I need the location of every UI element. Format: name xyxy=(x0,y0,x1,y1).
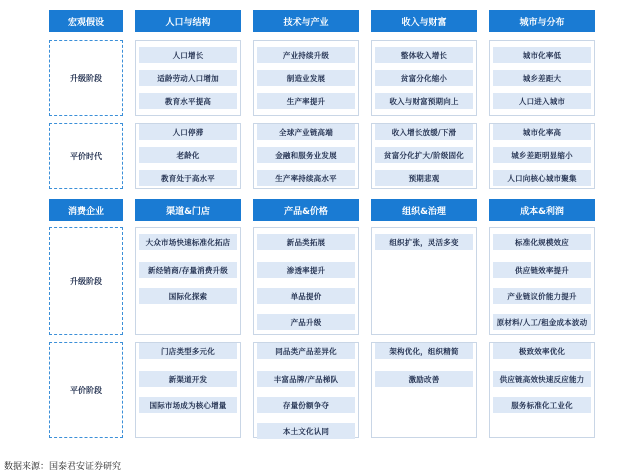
bottom-cell-item: 新经销商/存量消费升级 xyxy=(139,262,237,278)
top-cell-item: 城乡差距明显缩小 xyxy=(493,147,591,163)
bottom-cell-item: 渗透率提升 xyxy=(257,262,355,278)
bottom-column-header: 成本&利润 xyxy=(489,199,595,221)
bottom-column-header: 渠道&门店 xyxy=(135,199,241,221)
bottom-cell-item: 门店类型多元化 xyxy=(139,343,237,359)
bottom-column-header: 产品&价格 xyxy=(253,199,359,221)
source-note: 数据来源：国泰君安证券研究 xyxy=(4,462,122,472)
top-corner-header: 宏观假设 xyxy=(49,10,123,32)
top-cell-item: 贫富分化扩大/阶级固化 xyxy=(375,147,473,163)
top-cell-item: 城市化率低 xyxy=(493,47,591,63)
top-cell-item: 城乡差距大 xyxy=(493,70,591,86)
bottom-column-header: 组织&治理 xyxy=(371,199,477,221)
top-column-header: 收入与财富 xyxy=(371,10,477,32)
top-cell-item: 人口增长 xyxy=(139,47,237,63)
bottom-cell-item: 新品类拓展 xyxy=(257,234,355,250)
bottom-cell-item: 国际市场成为核心增量 xyxy=(139,397,237,413)
top-stage-label: 平价时代 xyxy=(49,123,123,189)
top-cell-item: 贫富分化缩小 xyxy=(375,70,473,86)
bottom-cell-item: 同品类产品差异化 xyxy=(257,343,355,359)
bottom-cell-item: 存量份额争夺 xyxy=(257,397,355,413)
top-cell-item: 全球产业链高端 xyxy=(257,124,355,140)
top-cell-item: 教育水平提高 xyxy=(139,93,237,109)
bottom-cell-item: 激励改善 xyxy=(375,371,473,387)
top-cell-item: 收入与财富预期向上 xyxy=(375,93,473,109)
bottom-corner-header: 消费企业 xyxy=(49,199,123,221)
top-cell-item: 收入增长放缓/下滑 xyxy=(375,124,473,140)
bottom-cell-item: 组织扩张，灵活多变 xyxy=(375,234,473,250)
top-stage-label: 升级阶段 xyxy=(49,40,123,116)
top-cell-item: 金融和服务业发展 xyxy=(257,147,355,163)
top-cell-item: 制造业发展 xyxy=(257,70,355,86)
bottom-cell-item: 标准化规模效应 xyxy=(493,234,591,250)
bottom-stage-label: 平价阶段 xyxy=(49,342,123,438)
bottom-cell-item: 产品升级 xyxy=(257,314,355,330)
bottom-cell-item: 供应链效率提升 xyxy=(493,262,591,278)
top-cell-item: 产业持续升级 xyxy=(257,47,355,63)
bottom-cell-item: 本土文化认同 xyxy=(257,423,355,439)
bottom-cell-item: 架构优化，组织精简 xyxy=(375,343,473,359)
top-column-header: 人口与结构 xyxy=(135,10,241,32)
top-cell-item: 城市化率高 xyxy=(493,124,591,140)
top-cell-item: 教育处于高水平 xyxy=(139,170,237,186)
bottom-cell-item: 单品提价 xyxy=(257,288,355,304)
top-cell-item: 适龄劳动人口增加 xyxy=(139,70,237,86)
bottom-stage-label: 升级阶段 xyxy=(49,227,123,335)
bottom-cell-item: 丰富品牌/产品梯队 xyxy=(257,371,355,387)
top-cell-item: 生产率持续高水平 xyxy=(257,170,355,186)
bottom-cell-item: 极致效率优化 xyxy=(493,343,591,359)
bottom-cell-item: 国际化探索 xyxy=(139,288,237,304)
top-cell-item: 人口进入城市 xyxy=(493,93,591,109)
bottom-cell-item: 新渠道开发 xyxy=(139,371,237,387)
top-column-header: 城市与分布 xyxy=(489,10,595,32)
top-cell-item: 整体收入增长 xyxy=(375,47,473,63)
top-cell-item: 人口向核心城市聚集 xyxy=(493,170,591,186)
top-cell-item: 预期悲观 xyxy=(375,170,473,186)
bottom-cell-item: 服务标准化工业化 xyxy=(493,397,591,413)
bottom-cell-item: 大众市场快速标准化拓店 xyxy=(139,234,237,250)
bottom-cell-item: 供应链高效快速反应能力 xyxy=(493,371,591,387)
top-cell-item: 生产率提升 xyxy=(257,93,355,109)
top-cell-item: 人口停滞 xyxy=(139,124,237,140)
top-cell-item: 老龄化 xyxy=(139,147,237,163)
top-column-header: 技术与产业 xyxy=(253,10,359,32)
bottom-cell-item: 产业链议价能力提升 xyxy=(493,288,591,304)
bottom-cell-item: 原材料/人工/租金成本波动 xyxy=(493,314,591,330)
